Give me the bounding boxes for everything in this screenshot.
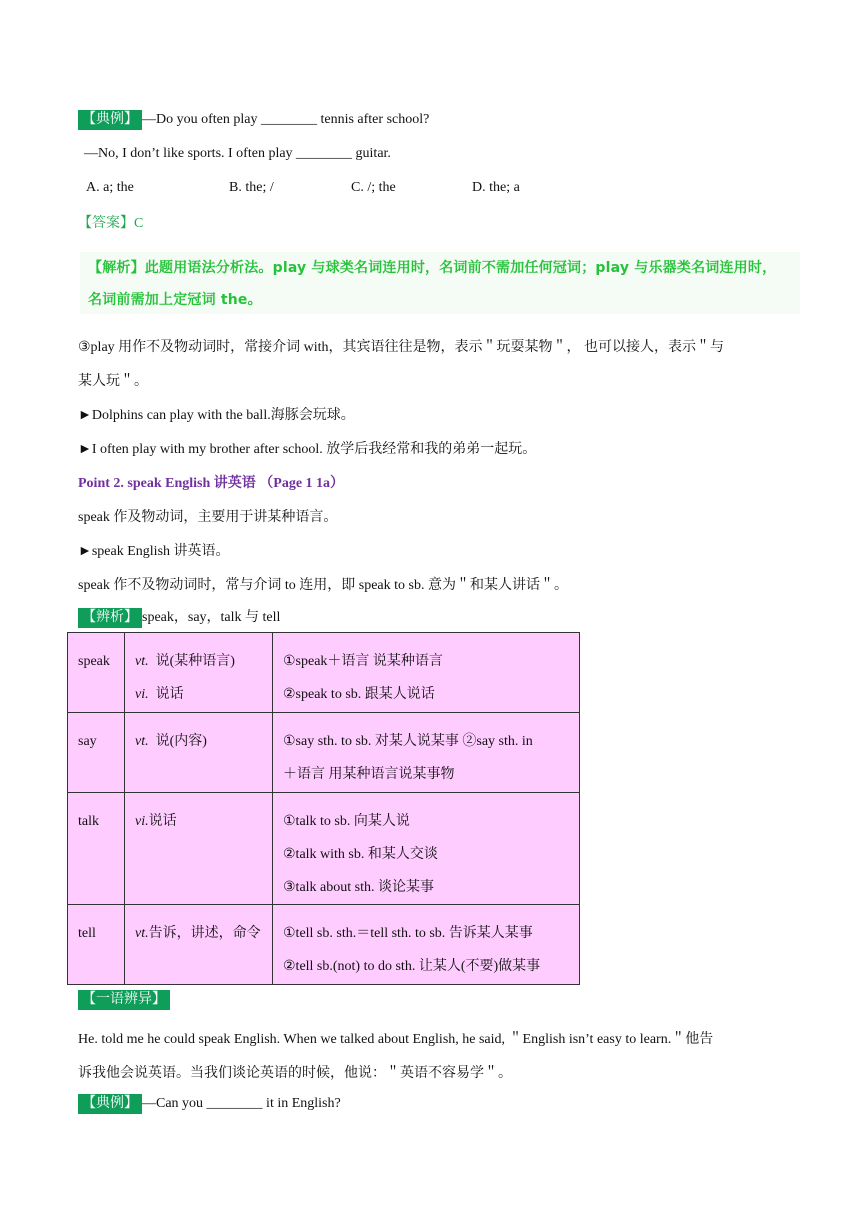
table-cell-pos: vt.告诉，讲述，命令 bbox=[125, 905, 273, 985]
answer-line: 【答案】C bbox=[78, 216, 144, 231]
example-tag: 【典例】 bbox=[78, 1094, 142, 1114]
table-row bbox=[68, 633, 580, 713]
point-2-para-1: speak 作及物动词，主要用于讲某种语言。 bbox=[78, 510, 338, 525]
example-1-question-1: 【典例】 —Do you often play ________ tennis after school? bbox=[78, 110, 429, 130]
example-2-question: 【典例】 —Can you ________ it in English? bbox=[78, 1094, 341, 1114]
analysis-box bbox=[80, 252, 800, 314]
table-cell-word: tell bbox=[68, 905, 125, 985]
point-2-heading: Point 2. speak English 讲英语 （Page 1 1a） bbox=[78, 476, 345, 491]
table-cell-usage: ①talk to sb. 向某人说 ②talk with sb. 和某人交谈 ③talk about sth. 谈论某事 bbox=[273, 793, 580, 905]
play-note-line-1: ③play 用作不及物动词时，常接介词 with，其宾语往往是物，表示＂玩耍某物＂， 也可以接人，表示＂与 bbox=[78, 340, 725, 355]
play-example-1: ►Dolphins can play with the ball.海豚会玩球。 bbox=[78, 408, 355, 423]
point-2-para-2: speak 作不及物动词时，常与介词 to 连用，即 speak to sb. 意为＂和某人讲话＂。 bbox=[78, 578, 568, 593]
table-cell-usage: ①say sth. to sb. 对某人说某事 ②say sth. in ＋语言 用某种语言说某事物 bbox=[273, 713, 580, 793]
yiyu-line-2: 诉我他会说英语。当我们谈论英语的时候，他说：＂英语不容易学＂。 bbox=[78, 1066, 512, 1081]
example-tag: 【典例】 bbox=[78, 110, 142, 130]
table-cell-pos: vi.说话 bbox=[125, 793, 273, 905]
table-cell-word: say bbox=[68, 713, 125, 793]
option-a: A. a; the bbox=[86, 180, 134, 195]
bianxi-line: 【辨析】 speak，say，talk 与 tell bbox=[78, 606, 280, 628]
comparison-table bbox=[67, 632, 580, 985]
play-note-line-2: 某人玩＂。 bbox=[78, 374, 148, 389]
table-cell-pos: vt. 说(内容) bbox=[125, 713, 273, 793]
example-1-question-2: —No, I don’t like sports. I often play ________ guitar. bbox=[84, 146, 391, 161]
play-example-2: ►I often play with my brother after school. 放学后我经常和我的弟弟一起玩。 bbox=[78, 442, 537, 457]
point-2-example: ►speak English 讲英语。 bbox=[78, 544, 230, 559]
table-cell-usage: ①speak＋语言 说某种语言 ②speak to sb. 跟某人说话 bbox=[273, 633, 580, 713]
table-row bbox=[68, 793, 580, 905]
table-cell-usage: ①tell sb. sth.＝tell sth. to sb. 告诉某人某事 ②tell sb.(not) to do sth. 让某人(不要)做某事 bbox=[273, 905, 580, 985]
yiyu-line-1: He. told me he could speak English. When we talked about English, he said, ＂English isn’t easy to learn.＂他告 bbox=[78, 1032, 714, 1047]
table-row bbox=[68, 713, 580, 793]
bianxi-tag: 【辨析】 bbox=[78, 608, 142, 628]
table-row bbox=[68, 905, 580, 985]
option-b: B. the; / bbox=[229, 180, 274, 195]
table-cell-word: talk bbox=[68, 793, 125, 905]
option-d: D. the; a bbox=[472, 180, 520, 195]
table-cell-word: speak bbox=[68, 633, 125, 713]
yiyu-tag-line bbox=[78, 990, 170, 1010]
analysis-line-1: 【解析】此题用语法分析法。play 与球类名词连用时，名词前不需加任何冠词；play 与乐器类名词连用时， bbox=[88, 260, 777, 276]
option-c: C. /; the bbox=[351, 180, 396, 195]
analysis-line-2: 名词前需加上定冠词 the。 bbox=[88, 292, 262, 308]
table-cell-pos: vt. 说(某种语言) vi. 说话 bbox=[125, 633, 273, 713]
yiyu-tag: 【一语辨异】 bbox=[78, 990, 170, 1010]
